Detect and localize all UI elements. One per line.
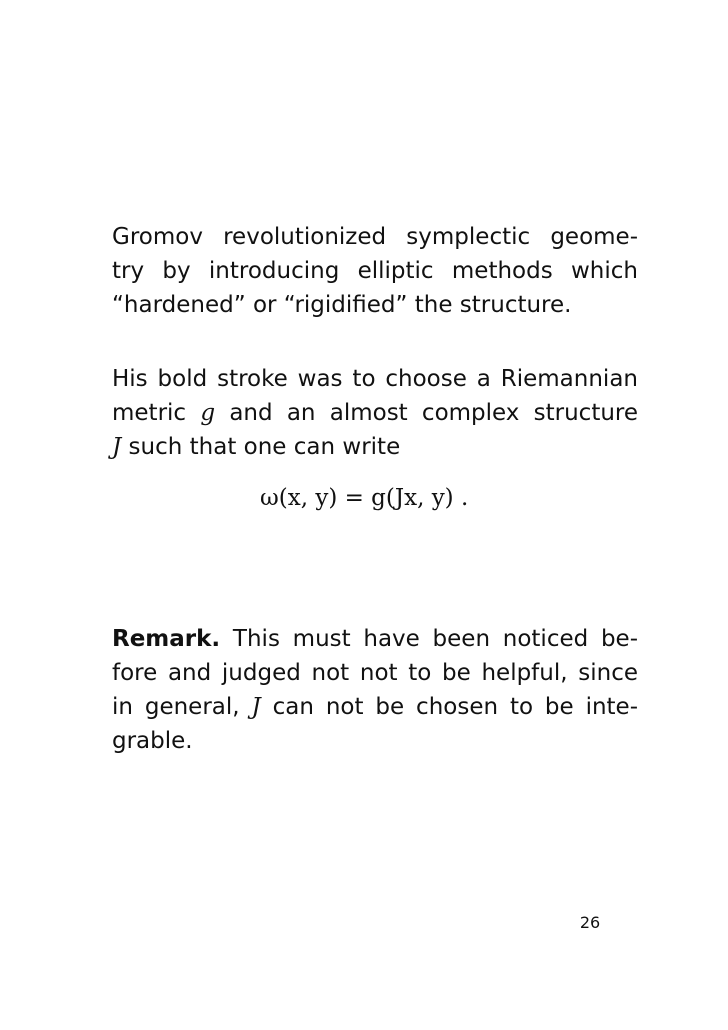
remark-line-1 [112,624,638,654]
remark-line-3 [112,692,638,722]
paragraph-1-line-2: try by introducing elliptic methods which [112,258,638,284]
paragraph-2-line-1: His bold stroke was to choose a Riemannian [112,366,638,392]
paragraph-2-line-3 [112,432,638,462]
paragraph-2-line-2 [112,398,638,428]
remark-text-1: This must have been noticed be- [232,626,639,652]
metric-label: metric [112,400,187,426]
write-clause: such that one can write [128,434,401,460]
paragraph-1-line-3: “hardened” or “rigidified” the structure. [112,292,572,318]
remark-heading: Remark. [112,626,221,652]
page-number: 26 [579,913,601,932]
variable-J-remark: J [251,694,261,720]
paragraph-1-line-1: Gromov revolutionized symplectic geome- [112,224,638,250]
variable-g: g [200,400,216,426]
metric-description: and an almost complex structure [229,400,639,426]
remark-text-3a: in general, [112,694,240,720]
remark-line-2: fore and judged not not to be helpful, since [112,660,638,686]
variable-J: J [112,434,122,460]
remark-line-4: grable. [112,728,193,754]
display-equation: ω(x, y) = g(Jx, y) . [260,485,469,511]
remark-text-3b: can not be chosen to be inte- [272,694,639,720]
